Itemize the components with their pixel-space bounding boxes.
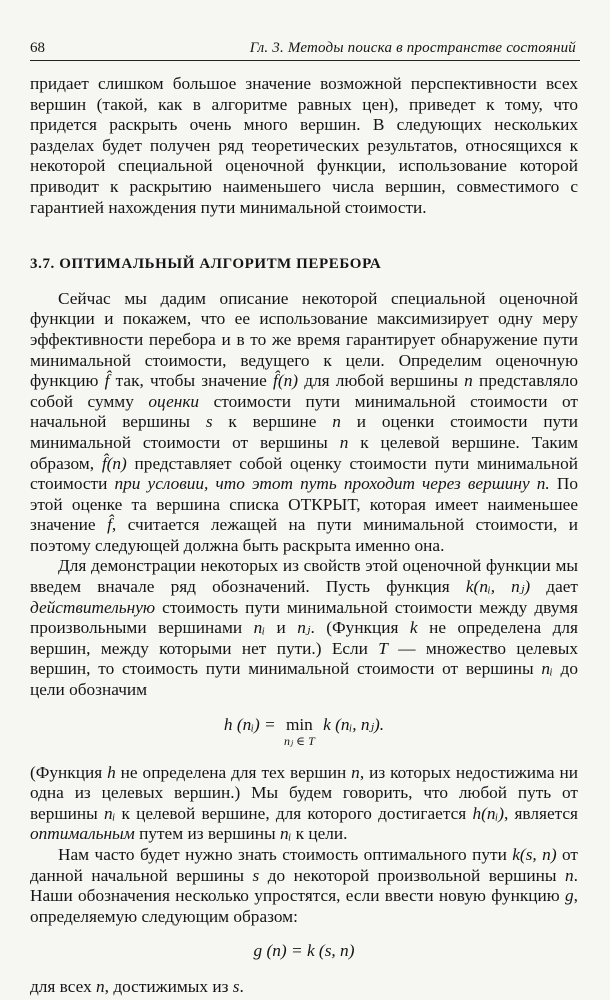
p4-text-c: , из которых недостижима ни одна из целевых вершин.) Мы будем говорить, что любой путь от вершины bbox=[30, 762, 578, 823]
p3-text-d: стоимость пути минимальной стоимости между двумя произвольными вершинами bbox=[30, 597, 578, 638]
p5-text-b: от данной начальной вершины bbox=[30, 845, 578, 885]
p3-text-e: и bbox=[265, 618, 298, 638]
sym-n: n bbox=[351, 762, 360, 782]
p4-text-d: к целевой вершине, для которого достигается bbox=[115, 803, 473, 823]
formula-g bbox=[30, 941, 578, 961]
p2-text-j: представляет собой оценку стоимости пути минимальной стоимости bbox=[30, 453, 579, 494]
paragraph-5 bbox=[30, 845, 578, 927]
p3-text-h: — множество целевых вершин, то стоимость пути минимальной стоимости от вершины bbox=[30, 638, 578, 679]
p2-text-l: По этой оценке та вершина списка ОТКРЫТ, которая имеет наименьшее значение bbox=[30, 474, 578, 535]
p4-italic-optimal: оптимальным bbox=[30, 824, 135, 844]
p2-text-a: Сейчас мы дадим описание некоторой специальной оценочной функции и покажем, что ее использование максимизирует одну меру эффективности перебора и в то же время гарантирует обнаружение пути минимальной стоимости, ведущего к цели. Определим оценочную функцию bbox=[30, 288, 578, 391]
p5-text-e: , определяемую следующим образом: bbox=[30, 886, 578, 926]
p6-text-a: для всех bbox=[30, 977, 97, 997]
paragraph-1 bbox=[30, 74, 578, 218]
sym-s: s bbox=[205, 412, 213, 432]
sym-g: g bbox=[565, 886, 574, 906]
p3-text-g: не определена для вершин, между которыми нет пути.) Если bbox=[30, 618, 578, 658]
formula-h bbox=[30, 715, 578, 747]
p2-text-g: к вершине bbox=[212, 412, 333, 432]
paragraph-4 bbox=[30, 763, 578, 845]
formula-min-subscript: nⱼ ∈ T bbox=[284, 733, 315, 748]
p3-text-f: . (Функция bbox=[310, 618, 410, 638]
p5-text-a: Нам часто будет нужно знать стоимость оптимального пути bbox=[58, 845, 513, 864]
sym-h: h bbox=[107, 762, 116, 782]
sym-f-hat: f̂ bbox=[107, 515, 112, 535]
page-number: 68 bbox=[30, 40, 45, 56]
running-title: Гл. 3. Методы поиска в пространстве состояний bbox=[249, 40, 576, 56]
page-body bbox=[30, 74, 578, 998]
sym-ni: nᵢ bbox=[103, 803, 116, 823]
p5-text-d: . Наши обозначения несколько упростятся, если ввести новую функцию bbox=[30, 865, 578, 906]
p2-text-b: так, чтобы значение bbox=[109, 371, 274, 391]
p4-text-b: не определена для тех вершин bbox=[115, 762, 352, 782]
sym-ni: nᵢ bbox=[541, 659, 553, 679]
formula-min bbox=[284, 715, 315, 747]
sym-n: n bbox=[565, 865, 574, 885]
sym-ni: nᵢ bbox=[279, 824, 292, 844]
sym-f-hat-n: f̂(n) bbox=[101, 453, 127, 473]
paragraph-3 bbox=[30, 556, 578, 700]
p2-italic-estimate: оценки bbox=[148, 391, 200, 411]
p3-italic-actual: действительную bbox=[30, 597, 156, 617]
sym-n: n bbox=[96, 977, 105, 997]
sym-ni: nᵢ bbox=[253, 618, 265, 638]
sym-s: s bbox=[232, 977, 240, 997]
p6-text-c: . bbox=[239, 977, 244, 997]
p4-text-h: к цели. bbox=[291, 824, 348, 844]
p4-text-e: , является bbox=[503, 803, 578, 823]
p2-text-c: для любой вершины bbox=[298, 371, 465, 391]
p2-text-m: , считается лежащей на пути минимальной стоимости, и поэтому следующей должна быть раскрыта именно она. bbox=[30, 515, 578, 555]
sym-k: k bbox=[409, 618, 418, 638]
p3-text-b: дает bbox=[530, 577, 578, 597]
p2-text-h: и оценки стоимости пути минимальной стоимости от вершины bbox=[30, 412, 579, 452]
page-header bbox=[30, 38, 580, 61]
formula-h-rhs: k (nᵢ, nⱼ). bbox=[323, 714, 385, 734]
p2-text-i: к целевой вершине. Таким образом, bbox=[30, 432, 579, 473]
sym-f-hat-n: f̂(n) bbox=[273, 371, 298, 391]
formula-min-label: min bbox=[285, 714, 313, 734]
paragraph-2 bbox=[30, 289, 578, 557]
paragraph-1-text: придает слишком большое значение возможной перспективности всех вершин (такой, как в алгоритме равных цен), приведет к тому, что придется раскрыть очень много вершин. В следующих нескольких разделах будет получен ряд теоретических результатов, относящихся к некоторой специальной оценочной функции, использование которой приводит к раскрытию наименьшего числа вершин, совместимого с гарантией нахождения пути минимальной стоимости. bbox=[30, 74, 578, 217]
sym-n: n bbox=[464, 371, 473, 391]
sym-nj: nⱼ bbox=[297, 618, 311, 638]
p3-text-a: Для демонстрации некоторых из свойств этой оценочной функции мы введем вначале ряд обозначений. Пусть функция bbox=[30, 556, 578, 597]
p4-text-a: (Функция bbox=[30, 762, 108, 782]
paragraph-6 bbox=[30, 977, 578, 998]
sym-f-hat: f̂ bbox=[104, 371, 110, 391]
sym-k-ni-nj: k(nᵢ, nⱼ) bbox=[465, 577, 531, 597]
p2-text-f: стоимости пути минимальной стоимости от начальной вершины bbox=[30, 391, 578, 432]
sym-h-ni: h(nᵢ) bbox=[472, 803, 504, 823]
formula-h-lhs: h (nᵢ) = bbox=[223, 714, 276, 734]
sym-T: T bbox=[378, 638, 388, 658]
section-heading: 3.7. ОПТИМАЛЬНЫЙ АЛГОРИТМ ПЕРЕБОРА bbox=[30, 256, 382, 273]
sym-n: n bbox=[339, 432, 349, 452]
p4-text-g: путем из вершины bbox=[134, 824, 280, 844]
sym-n: n bbox=[332, 412, 341, 432]
p2-text-d: представляло собой сумму bbox=[30, 371, 578, 411]
p2-italic-condition: при условии, что этот путь проходит через вершину n. bbox=[114, 474, 550, 494]
sym-s: s bbox=[252, 865, 260, 885]
p5-text-c: до некоторой произвольной вершины bbox=[259, 865, 566, 885]
formula-g-text: g (n) = k (s, n) bbox=[253, 941, 355, 961]
p3-text-i: до цели обозначим bbox=[30, 659, 578, 700]
p6-text-b: , достижимых из bbox=[104, 977, 233, 997]
sym-k-s-n: k(s, n) bbox=[512, 845, 557, 864]
